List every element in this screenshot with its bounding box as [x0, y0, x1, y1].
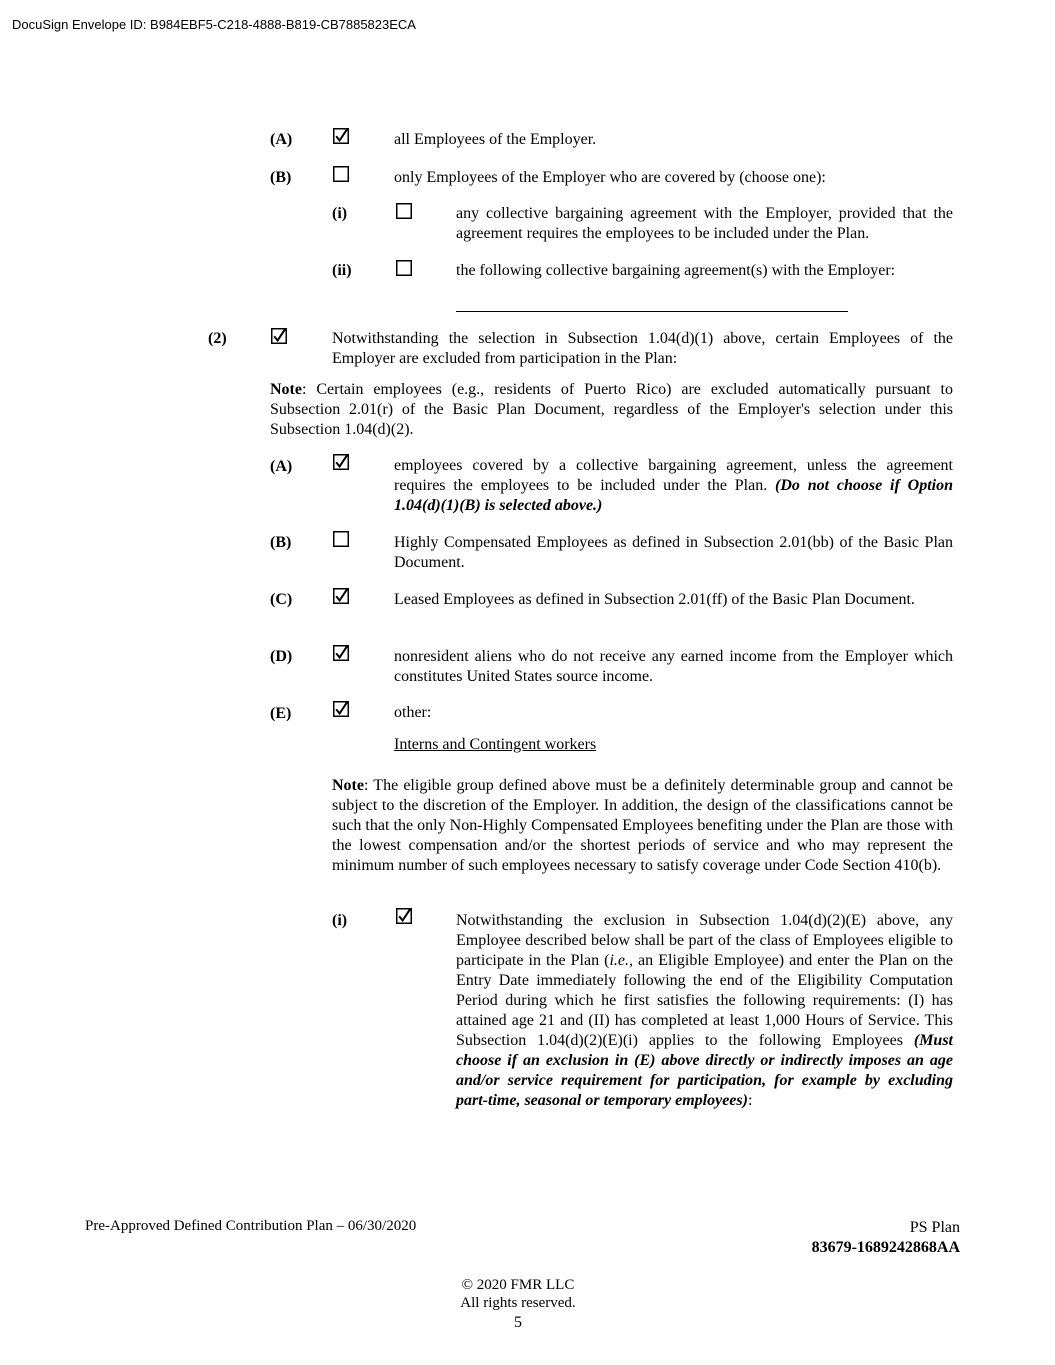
- footer-page-number: 5: [514, 1314, 522, 1331]
- option-2E-text: other:: [394, 704, 432, 721]
- option-1B-checkbox[interactable]: [333, 166, 349, 182]
- option-2E-label: (E): [270, 705, 292, 722]
- footer-plan-id: 83679-1689242868AA: [811, 1239, 960, 1256]
- option-1Bii-label: (ii): [332, 262, 352, 279]
- section-2-note: [270, 380, 953, 440]
- option-2E-checkbox[interactable]: [333, 701, 349, 717]
- option-2A-body: employees covered by a collective bargaining agreement, unless the agreement requires the employees to be included under the Plan.: [394, 457, 953, 494]
- option-2A-instruction: (Do not choose if Option 1.04(d)(1)(B) is selected above.): [394, 477, 953, 514]
- docusign-envelope-id: DocuSign Envelope ID: B984EBF5-C218-4888-B819-CB7885823ECA: [12, 17, 416, 32]
- option-2B-text: Highly Compensated Employees as defined in Subsection 2.01(bb) of the Basic Plan Document.: [394, 534, 953, 571]
- section-2-text: Notwithstanding the selection in Subsection 1.04(d)(1) above, certain Employees of the Employer are excluded from participation in the Plan:: [332, 330, 953, 367]
- option-2D-checkbox[interactable]: [333, 645, 349, 661]
- option-2Ei-instruction: (Must choose if an exclusion in (E) above directly or indirectly imposes an age and/or service requirement for participation, for example by excluding part-time, seasonal or temporary employees): [456, 1032, 953, 1109]
- note-2-label: Note: [332, 777, 364, 794]
- option-1A-checkbox[interactable]: [333, 128, 349, 144]
- option-2Ei-ie: i.e.: [609, 952, 630, 969]
- option-1B-text: only Employees of the Employer who are covered by (choose one):: [394, 169, 826, 186]
- option-2C-text: Leased Employees as defined in Subsection 2.01(ff) of the Basic Plan Document.: [394, 591, 915, 608]
- footer-rights: All rights reserved.: [460, 1295, 576, 1311]
- option-2C-checkbox[interactable]: [333, 588, 349, 604]
- option-1B-label: (B): [270, 169, 292, 186]
- cba-fill-in-line[interactable]: [456, 311, 848, 312]
- option-1Bi-label: (i): [332, 205, 348, 222]
- footer-plan-title: Pre-Approved Defined Contribution Plan – 06/30/2020: [85, 1218, 417, 1234]
- note-label: Note: [270, 381, 302, 398]
- option-1Bii-checkbox[interactable]: [396, 260, 412, 276]
- option-2A-label: (A): [270, 458, 293, 475]
- option-2C-label: (C): [270, 591, 293, 608]
- option-2E-fill-in[interactable]: Interns and Contingent workers: [394, 736, 597, 753]
- footer-copyright: © 2020 FMR LLC: [461, 1277, 575, 1293]
- option-2Ei-body-b: , an Eligible Employee) and enter the Plan on the Entry Date immediately following the end of the Eligibility Computation Period during which he first satisfies the following requirements: (I) has attained age 21 and (II) has completed at least 1,000 Hours of Service. This Subsection 1.04(d)(2)(E)(i) applies to the following Employees: [456, 952, 953, 1049]
- option-2B-label: (B): [270, 534, 292, 551]
- option-2Ei-tail: :: [747, 1092, 753, 1109]
- option-1Bi-checkbox[interactable]: [396, 203, 412, 219]
- option-2A-text: [394, 456, 953, 516]
- option-1A-text: all Employees of the Employer.: [394, 131, 597, 148]
- footer-plan-type: PS Plan: [909, 1219, 960, 1236]
- option-2Ei-text: [456, 911, 953, 1111]
- section-2-note-2: [332, 776, 953, 876]
- note-2-text: : The eligible group defined above must be a definitely determinable group and cannot be subject to the discretion of the Employer. In addition, the design of the classifications cannot be such that the only Non-Highly Compensated Employees benefiting under the Plan are those with the lowest compensation and/or the shortest periods of service and who may represent the minimum number of such employees necessary to satisfy coverage under Code Section 410(b).: [332, 777, 953, 874]
- option-1Bii-text: the following collective bargaining agreement(s) with the Employer:: [456, 262, 896, 279]
- option-2D-text: nonresident aliens who do not receive any earned income from the Employer which constitutes United States source income.: [394, 648, 953, 685]
- option-1Bi-text: any collective bargaining agreement with the Employer, provided that the agreement requires the employees to be included under the Plan.: [456, 205, 953, 242]
- note-text: : Certain employees (e.g., residents of Puerto Rico) are excluded automatically pursuant to Subsection 2.01(r) of the Basic Plan Document, regardless of the Employer's selection under this Subsection 1.04(d)(2).: [270, 381, 953, 438]
- section-2-label: (2): [208, 330, 227, 347]
- option-2A-checkbox[interactable]: [333, 454, 349, 470]
- option-2Ei-label: (i): [332, 912, 348, 929]
- option-2B-checkbox[interactable]: [333, 531, 349, 547]
- option-2Ei-body-a: Notwithstanding the exclusion in Subsection 1.04(d)(2)(E) above, any Employee described below shall be part of the class of Employees eligible to participate in the Plan (: [456, 912, 953, 969]
- option-1A-label: (A): [270, 131, 293, 148]
- option-2D-label: (D): [270, 648, 293, 665]
- option-2Ei-checkbox[interactable]: [396, 908, 412, 924]
- section-2-checkbox[interactable]: [271, 328, 287, 344]
